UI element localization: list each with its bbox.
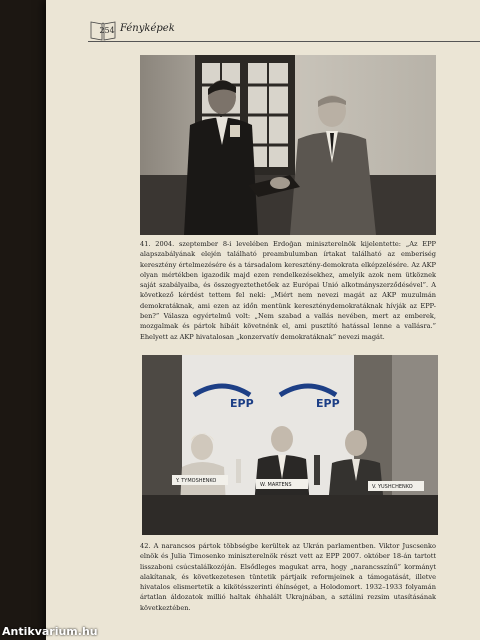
banner-label-right: EPP — [316, 397, 340, 410]
page-header — [88, 20, 480, 42]
name-plate-2: W. MARTENS — [260, 482, 292, 488]
photo-handshake — [140, 55, 436, 235]
header-rule — [88, 41, 480, 42]
photo-panel — [142, 355, 438, 535]
section-title: Fényképek — [120, 23, 175, 34]
page-number: 254 — [99, 26, 115, 35]
name-plate-1: Y. TYMOSHENKO — [176, 478, 217, 484]
name-plate-3: V. YUSHCHENKO — [372, 484, 413, 490]
banner-label-left: EPP — [230, 397, 254, 410]
watermark: Antikvarium.hu — [2, 625, 98, 638]
caption-figure-42: 42. A narancsos pártok többségbe kerültek az Ukrán parlamentben. Viktor Juscsenko elnök és Julia Timosenko miniszterelnök részt vett az EPP 2007. október 18-án tartott lisszaboni csúcstalálkozóján. Elsődleges magukat arra, hogy „narancsszínű” kormányt alakítanak, és következetesen tüntetik pártjaik reformjeinek a támogatását, illetve hivatalos elismertetik a kikötésszerinti éhínséget, a Holodomort. 1932–1933 folyamán ártatlan áldozatok millió haltak éhhalált Ukrajnában, a sztálini rezsim utasításának következtében. — [140, 542, 436, 612]
book-page — [46, 0, 480, 640]
caption-figure-41: 41. 2004. szeptember 8-i levelében Erdoğan miniszterelnök kijelentette: „Az EPP alapszabályának elején található preambulumban írtakat található az emberiség keresztény értelmezésére és a társadalom keresztény-demokrata elképzelésére. Az AKP olyan mértékben igazodik majd ezen rendelkezésekhez, amelyik azok nem ütköznek saját szabályaiba, és összegyeztethetőek az Európai Unió alkotmányszerződésével”. A következő kérdést tettem fel neki: „Miért nem nevezi magát az AKP muzulmán demokratáknak, ami ezen az időn mentünk kereszténydemokratáknak hívják az EPP-ben?” Válasza egyértelmű volt: „Nem szabad a vallás nevében, mert az emberek, mozgalmak és pártok hibáit követnénk el, ami pusztító hatással lenne a vallásra.” Ehelyett az AKP hivatalosan „konzervatív demokratáknak” nevezi magát. — [140, 240, 436, 341]
